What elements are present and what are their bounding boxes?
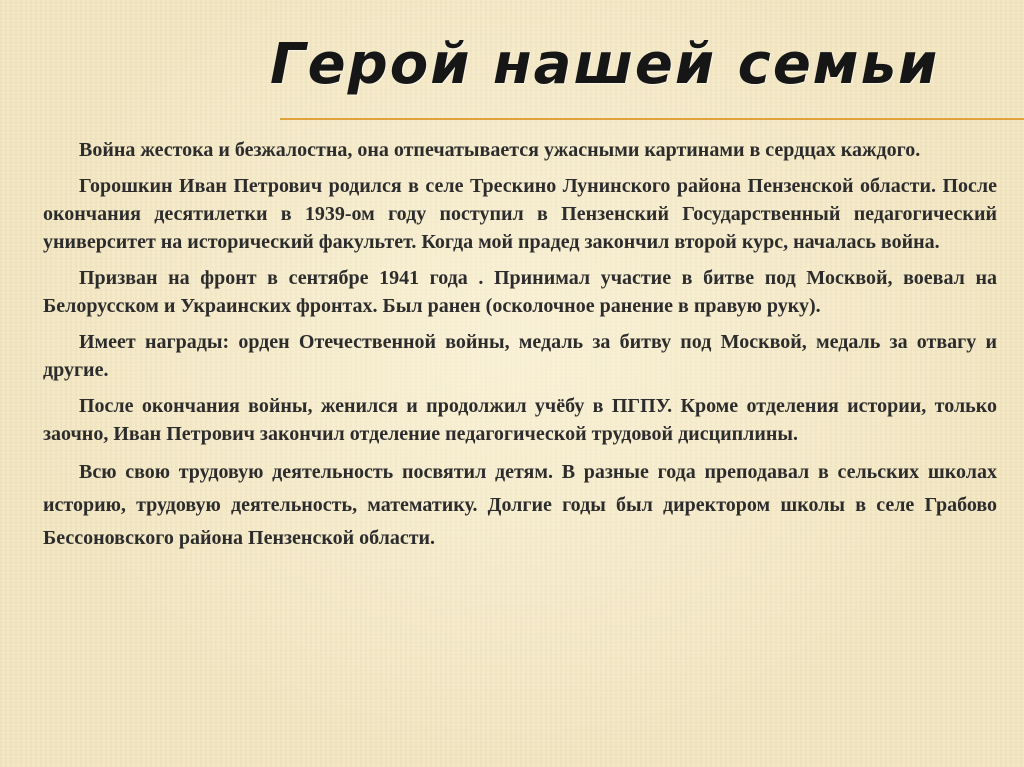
paragraph-intro: Война жестока и безжалостна, она отпечатывается ужасными картинами в сердцах каждого. <box>79 139 921 161</box>
slide-body <box>43 132 997 563</box>
title-area <box>0 22 1024 122</box>
title-divider <box>280 118 1024 120</box>
paragraph-career: Всю свою трудовую деятельность посвятил детям. В разные года преподавал в сельских школах историю, трудовую деятельность, математику. Долгие годы был директором школы в селе Грабово Бессоновского района Пензенской области. <box>43 461 997 549</box>
slide-title: Герой нашей семьи <box>270 32 940 97</box>
paragraph-war-service: Призван на фронт в сентябре 1941 года . Принимал участие в битве под Москвой, воевал на Белорусском и Украинских фронтах. Был ранен (осколочное ранение в правую руку). <box>43 267 997 317</box>
paragraph-biography: Горошкин Иван Петрович родился в селе Трескино Лунинского района Пензенской области. После окончания десятилетки в 1939-ом году поступил в Пензенский Государственный педагогический университет на исторический факультет. Когда мой прадед закончил второй курс, началась война. <box>43 175 997 253</box>
paragraph-awards: Имеет награды: орден Отечественной войны, медаль за битву под Москвой, медаль за отвагу и другие. <box>43 331 997 381</box>
paragraph-after-war: После окончания войны, женился и продолжил учёбу в ПГПУ. Кроме отделения истории, только заочно, Иван Петрович закончил отделение педагогической трудовой дисциплины. <box>43 395 997 445</box>
